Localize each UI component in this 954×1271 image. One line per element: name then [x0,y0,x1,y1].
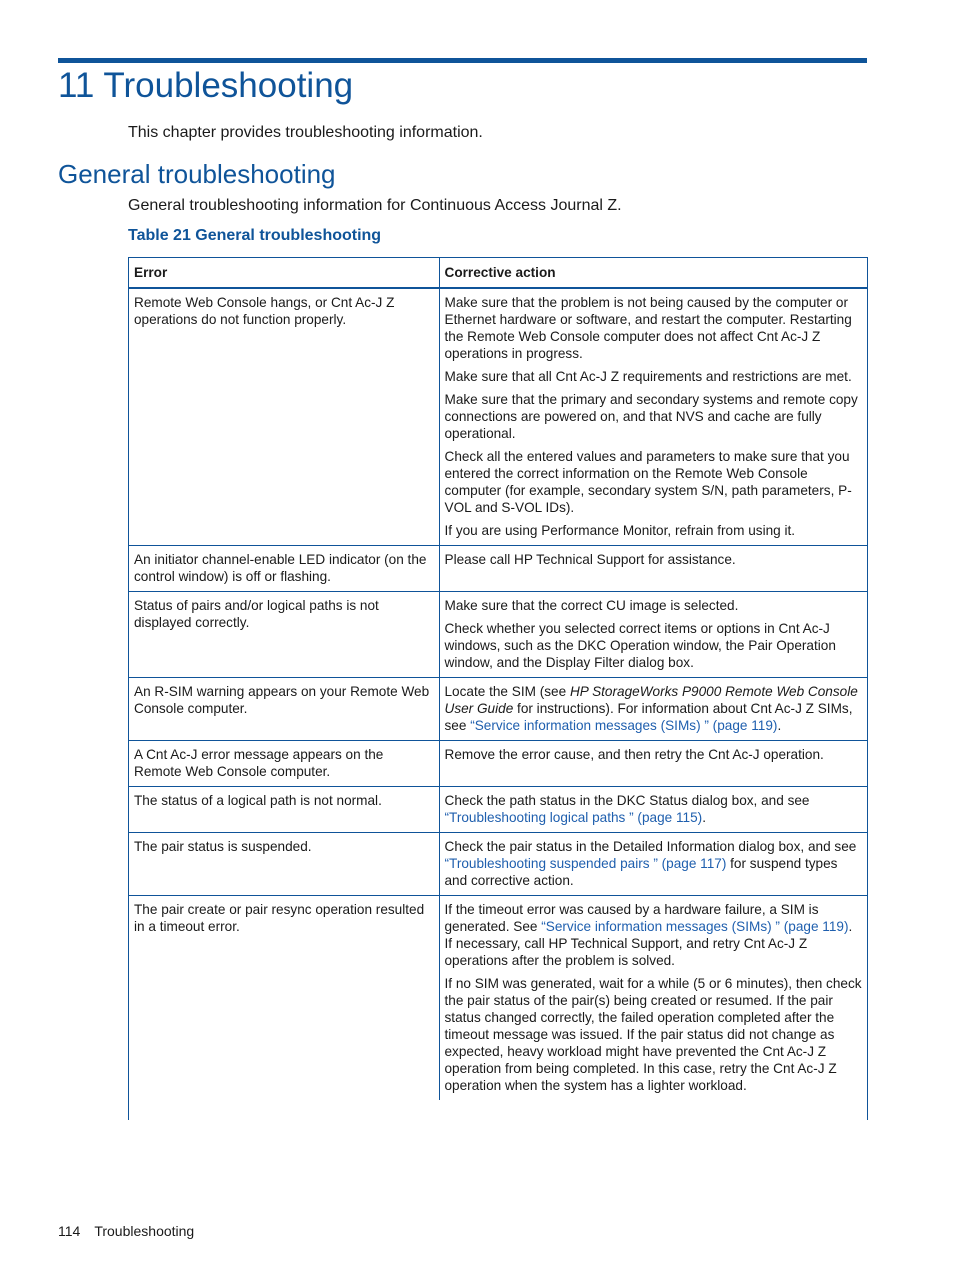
table-row [129,833,867,896]
table-row [129,896,867,1101]
table-header-row [129,258,867,289]
chapter-title: 11 Troubleshooting [58,66,354,105]
action-text-part: for suspend types and corrective action. [444,856,838,888]
chapter-intro: This chapter provides troubleshooting information. [128,124,483,141]
error-cell: An R-SIM warning appears on your Remote Web Console computer. [129,678,439,741]
suspended-pairs-link[interactable]: “Troubleshooting suspended pairs ” (page 117) [444,856,727,871]
action-text: Check all the entered values and parameters to make sure that you entered the correct information on the Remote Web Console computer (for example, secondary system S/N, path parameters, P-VOL and S-VOL IDs). [444,449,852,515]
action-text-part: Check the path status in the DKC Status dialog box, and see [444,793,810,808]
action-text-part: Locate the SIM (see [444,684,570,699]
table-row [129,678,867,741]
action-cell [439,678,867,741]
header-error: Error [129,258,439,289]
table-row [129,787,867,833]
action-text-part: Check the pair status in the Detailed Information dialog box, and see [444,839,857,854]
table-caption: Table 21 General troubleshooting [128,227,382,244]
action-cell [439,896,867,1101]
page-number: 114 [58,1223,81,1239]
action-text: Make sure that the primary and secondary systems and remote copy connections are powered on, and that NVS and cache are fully operational. [444,392,858,441]
action-text-part: for instructions). For information about Cnt Ac-J Z SIMs, see [444,701,853,733]
action-text-part: If the timeout error was caused by a hardware failure, a SIM is generated. See [444,902,819,934]
section-title: General troubleshooting [58,159,336,189]
action-text: Please call HP Technical Support for assistance. [444,552,736,567]
action-text: Check whether you selected correct items or options in Cnt Ac-J windows, such as the DKC Operation window, the Pair Operation window, and the Display Filter dialog box. [444,621,836,670]
guide-title: HP StorageWorks P9000 Remote Web Console User Guide [444,684,858,716]
troubleshooting-table [129,257,867,1100]
action-text [445,838,863,889]
action-text [445,901,863,969]
error-cell: Status of pairs and/or logical paths is not displayed correctly. [129,592,439,678]
table-row [129,741,867,787]
footer-section: Troubleshooting [94,1223,195,1239]
table-row [129,592,867,678]
action-cell [439,546,867,592]
action-cell [439,741,867,787]
action-text: Make sure that all Cnt Ac-J Z requirements and restrictions are met. [444,369,852,384]
action-cell [439,833,867,896]
action-cell [439,787,867,833]
error-cell: The status of a logical path is not normal. [129,787,439,833]
action-text [445,792,863,826]
logical-paths-link[interactable]: “Troubleshooting logical paths ” (page 115) [444,810,703,825]
error-cell: The pair create or pair resync operation resulted in a timeout error. [129,896,439,1101]
action-cell [439,592,867,678]
action-text-part: . If necessary, call HP Technical Support, and retry Cnt Ac-J Z operations after the problem is solved. [444,919,853,968]
action-text [445,683,863,734]
sim-messages-link[interactable]: “Service information messages (SIMs) ” (page 119) [541,919,849,934]
action-text-part: . [777,718,782,733]
action-text: Make sure that the correct CU image is selected. [444,598,739,613]
action-cell [439,288,867,546]
error-cell: A Cnt Ac-J error message appears on the Remote Web Console computer. [129,741,439,787]
page-footer [58,1222,194,1240]
action-text: Remove the error cause, and then retry the Cnt Ac-J operation. [444,747,824,762]
action-text: If no SIM was generated, wait for a while (5 or 6 minutes), then check the pair status of the pair(s) being created or resumed. If the pair status changed correctly, the failed operation completed after the timeout message was issued. If the pair status did not change as expected, heavy workload might have prevented the Cnt Ac-J Z operation from being completed. In this case, retry the Cnt Ac-J Z operation when the system has a lighter workload. [444,976,862,1093]
chapter-rule [58,58,867,63]
table-row [129,288,867,546]
header-corrective-action: Corrective action [439,258,867,289]
action-text: If you are using Performance Monitor, refrain from using it. [444,523,796,538]
table-row [129,546,867,592]
sim-messages-link[interactable]: “Service information messages (SIMs) ” (page 119) [470,718,778,733]
error-cell: Remote Web Console hangs, or Cnt Ac-J Z operations do not function properly. [129,288,439,546]
section-intro: General troubleshooting information for Continuous Access Journal Z. [128,197,622,214]
action-text-part: . [702,810,706,825]
action-text: Make sure that the problem is not being caused by the computer or Ethernet hardware or software, and restart the computer. Restarting the Remote Web Console computer does not affect Cnt Ac-J Z operations in progress. [444,295,852,361]
error-cell: The pair status is suspended. [129,833,439,896]
troubleshooting-table-container [128,257,868,1120]
error-cell: An initiator channel-enable LED indicator (on the control window) is off or flashing. [129,546,439,592]
